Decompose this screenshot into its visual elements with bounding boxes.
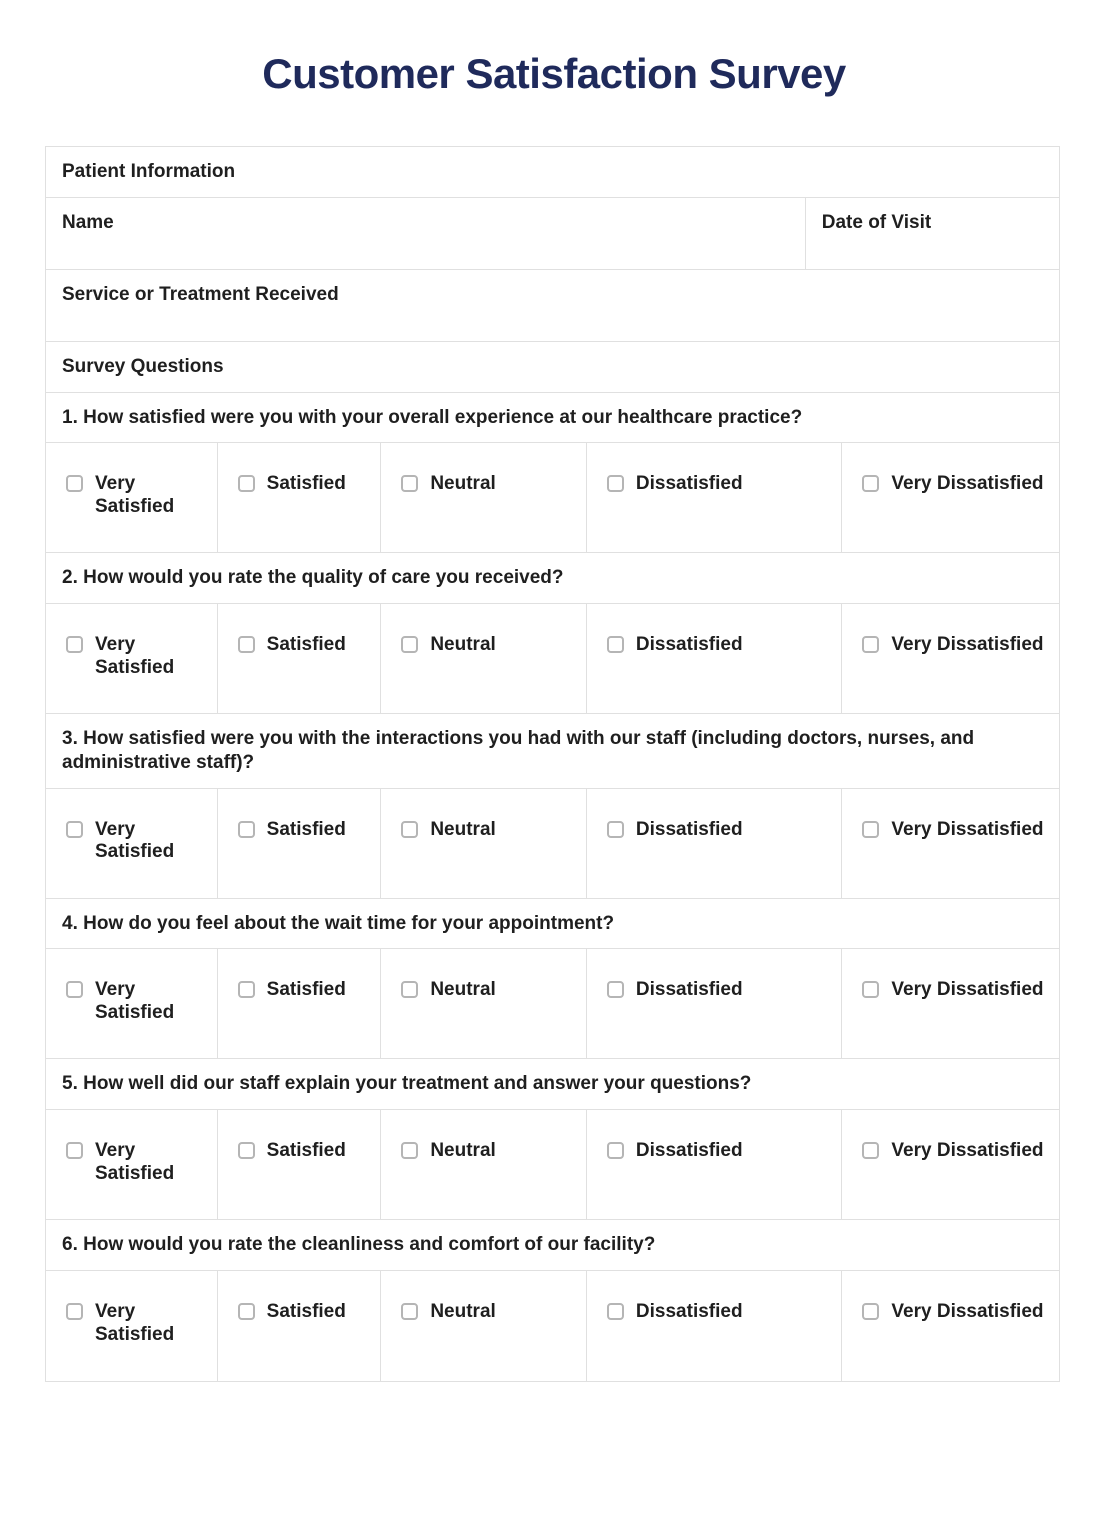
checkbox[interactable] xyxy=(862,636,879,653)
question-row xyxy=(46,1220,1059,1271)
checkbox[interactable] xyxy=(607,475,624,492)
option-cell xyxy=(380,789,586,898)
checkbox[interactable] xyxy=(401,636,418,653)
option-label: Satisfied xyxy=(266,818,346,840)
checkbox[interactable] xyxy=(238,1142,255,1159)
question-row xyxy=(46,899,1059,950)
option-label: Very Satisfied xyxy=(95,473,175,518)
question-text: 6. How would you rate the cleanliness and comfort of our facility? xyxy=(62,1234,656,1255)
option-label: Dissatisfied xyxy=(635,1300,743,1322)
checkbox[interactable] xyxy=(862,981,879,998)
checkbox[interactable] xyxy=(862,475,879,492)
checkbox[interactable] xyxy=(66,1303,83,1320)
checkbox[interactable] xyxy=(401,475,418,492)
option-cell xyxy=(217,1110,381,1219)
checkbox[interactable] xyxy=(66,1142,83,1159)
questions-container xyxy=(46,393,1059,1381)
checkbox[interactable] xyxy=(862,821,879,838)
option-cell xyxy=(841,443,1059,552)
option-label: Very Dissatisfied xyxy=(891,979,1044,1001)
checkbox[interactable] xyxy=(66,981,83,998)
option-label: Very Satisfied xyxy=(95,818,175,863)
checkbox[interactable] xyxy=(401,1303,418,1320)
question-row xyxy=(46,393,1059,444)
patient-information-section-label: Patient Information xyxy=(62,161,236,182)
option-cell xyxy=(217,789,381,898)
option-label: Satisfied xyxy=(266,979,346,1001)
checkbox[interactable] xyxy=(238,475,255,492)
option-label: Neutral xyxy=(430,979,496,1001)
option-label: Dissatisfied xyxy=(635,979,743,1001)
option-cell xyxy=(46,789,217,898)
option-label: Very Dissatisfied xyxy=(891,1140,1044,1161)
option-label: Neutral xyxy=(430,473,496,495)
option-label: Neutral xyxy=(430,1300,496,1322)
option-cell xyxy=(586,789,842,898)
option-cell xyxy=(586,604,842,713)
option-label: Very Satisfied xyxy=(95,1300,175,1345)
question-text: 1. How satisfied were you with your overall experience at our healthcare practice? xyxy=(62,406,803,428)
checkbox[interactable] xyxy=(238,981,255,998)
option-cell xyxy=(217,604,381,713)
question-row xyxy=(46,1059,1059,1110)
service-or-treatment-field[interactable]: Service or Treatment Received xyxy=(62,283,339,305)
question-text: 4. How do you feel about the wait time for your appointment? xyxy=(62,912,615,934)
checkbox[interactable] xyxy=(66,636,83,653)
option-label: Very Satisfied xyxy=(95,979,175,1024)
checkbox[interactable] xyxy=(401,821,418,838)
service-row xyxy=(46,270,1059,342)
option-cell xyxy=(586,1271,842,1381)
option-label: Dissatisfied xyxy=(635,634,743,655)
checkbox[interactable] xyxy=(238,821,255,838)
option-cell xyxy=(380,1271,586,1381)
options-row xyxy=(46,949,1059,1059)
checkbox[interactable] xyxy=(607,636,624,653)
option-cell xyxy=(586,1110,842,1219)
option-label: Very Satisfied xyxy=(95,634,175,678)
option-cell xyxy=(841,949,1059,1058)
option-label: Neutral xyxy=(430,634,496,655)
option-cell xyxy=(841,1110,1059,1219)
checkbox[interactable] xyxy=(862,1142,879,1159)
options-row xyxy=(46,1271,1059,1381)
options-row xyxy=(46,789,1059,899)
option-cell xyxy=(46,1110,217,1219)
option-cell xyxy=(380,949,586,1058)
option-cell xyxy=(217,949,381,1058)
checkbox[interactable] xyxy=(401,981,418,998)
name-date-row xyxy=(46,198,1059,270)
checkbox[interactable] xyxy=(607,821,624,838)
option-cell xyxy=(380,1110,586,1219)
option-label: Very Dissatisfied xyxy=(891,634,1044,655)
checkbox[interactable] xyxy=(401,1142,418,1159)
option-cell xyxy=(46,443,217,552)
checkbox[interactable] xyxy=(607,1303,624,1320)
option-cell xyxy=(380,604,586,713)
checkbox[interactable] xyxy=(607,1142,624,1159)
option-label: Dissatisfied xyxy=(635,1140,743,1161)
option-cell xyxy=(217,443,381,552)
page-title: Customer Satisfaction Survey xyxy=(262,50,846,97)
question-row xyxy=(46,714,1059,789)
option-cell xyxy=(380,443,586,552)
option-label: Very Dissatisfied xyxy=(891,1300,1044,1322)
option-label: Satisfied xyxy=(266,1140,346,1161)
option-cell xyxy=(46,1271,217,1381)
checkbox[interactable] xyxy=(238,1303,255,1320)
options-row xyxy=(46,1110,1059,1220)
option-label: Dissatisfied xyxy=(635,818,743,840)
option-label: Neutral xyxy=(430,818,496,840)
name-field[interactable]: Name xyxy=(62,211,114,233)
survey-form-table xyxy=(45,146,1060,1382)
checkbox[interactable] xyxy=(66,475,83,492)
option-cell xyxy=(586,443,842,552)
option-cell xyxy=(841,604,1059,713)
question-row xyxy=(46,553,1059,604)
option-cell xyxy=(217,1271,381,1381)
option-cell xyxy=(46,604,217,713)
option-label: Neutral xyxy=(430,1140,496,1161)
option-label: Very Dissatisfied xyxy=(891,473,1044,495)
option-label: Very Dissatisfied xyxy=(891,818,1044,840)
option-cell xyxy=(46,949,217,1058)
option-label: Very Satisfied xyxy=(95,1140,175,1184)
checkbox[interactable] xyxy=(607,981,624,998)
option-label: Satisfied xyxy=(266,1300,346,1322)
option-label: Dissatisfied xyxy=(635,473,743,495)
survey-questions-section-label: Survey Questions xyxy=(62,355,224,377)
question-text: 5. How well did our staff explain your treatment and answer your questions? xyxy=(62,1073,752,1095)
date-of-visit-field[interactable]: Date of Visit xyxy=(805,198,1059,269)
options-row xyxy=(46,604,1059,714)
question-text: 2. How would you rate the quality of care you received? xyxy=(62,567,564,589)
checkbox[interactable] xyxy=(66,821,83,838)
options-row xyxy=(46,443,1059,553)
option-label: Satisfied xyxy=(266,634,346,655)
question-text: 3. How satisfied were you with the interactions you had with our staff (including doctors, nurses, and administrative staff)? xyxy=(62,728,975,773)
option-cell xyxy=(841,1271,1059,1381)
survey-questions-section-row xyxy=(46,342,1059,393)
checkbox[interactable] xyxy=(862,1303,879,1320)
patient-information-section-row xyxy=(46,147,1059,198)
option-cell xyxy=(586,949,842,1058)
option-label: Satisfied xyxy=(266,473,346,495)
checkbox[interactable] xyxy=(238,636,255,653)
option-cell xyxy=(841,789,1059,898)
